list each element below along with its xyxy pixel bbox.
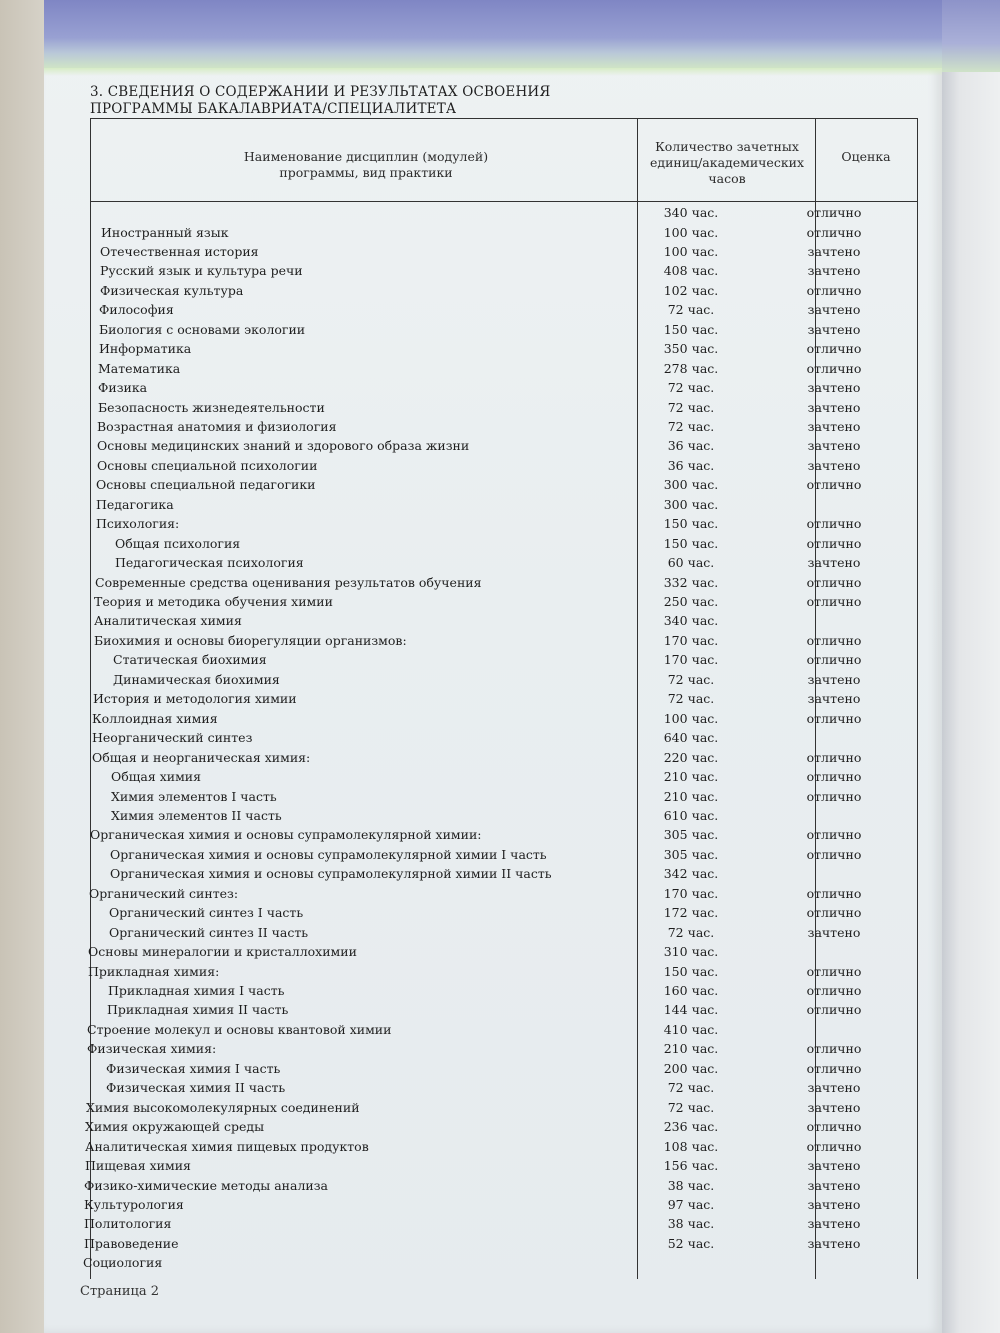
- table-row: [91, 633, 917, 652]
- grade-value: отлично: [806, 885, 862, 901]
- discipline-name: Органический синтез I часть: [109, 905, 304, 921]
- results-table: [83, 118, 918, 1279]
- grade-value: зачтено: [807, 321, 861, 337]
- table-row: [91, 730, 917, 749]
- hours-value: 300 час.: [663, 496, 719, 512]
- hours-value: 200 час.: [663, 1060, 719, 1076]
- hours-value: 150 час.: [663, 963, 719, 979]
- hours-value: 100 час.: [663, 243, 719, 259]
- discipline-name: Современные средства оценивания результатов обучения: [95, 574, 482, 590]
- grade-value: отлично: [806, 360, 862, 376]
- table-row: [85, 1138, 917, 1158]
- discipline-name: Статическая биохимия: [113, 652, 267, 668]
- discipline-name: Физическая химия II часть: [106, 1080, 286, 1096]
- grade-value: зачтено: [807, 438, 861, 454]
- hours-value: 340 час.: [663, 613, 719, 629]
- table-row: [91, 380, 917, 399]
- discipline-name: Органическая химия и основы супрамолекулярной химии I часть: [110, 846, 547, 862]
- table-row: [91, 341, 917, 360]
- discipline-name: Философия: [99, 302, 174, 318]
- discipline-name: Основы минералогии и кристаллохимии: [88, 944, 357, 960]
- discipline-name: Общая психология: [115, 535, 241, 551]
- discipline-name: Педагогическая психология: [115, 555, 304, 571]
- hours-value: 72 час.: [667, 671, 715, 687]
- grade-value: зачтено: [807, 380, 861, 395]
- discipline-name: Социология: [83, 1255, 163, 1271]
- discipline-name: Прикладная химия:: [88, 963, 220, 979]
- hours-value: 610 час.: [663, 807, 719, 823]
- grade-value: отлично: [806, 788, 862, 804]
- table-surface: [0, 0, 44, 1333]
- hours-value: 640 час.: [663, 730, 719, 746]
- hours-value: 150 час.: [663, 535, 719, 551]
- table-row: [84, 1216, 917, 1235]
- hours-value: 72 час.: [667, 1099, 715, 1115]
- grade-value: зачтено: [807, 1196, 861, 1212]
- discipline-name: Основы специальной педагогики: [96, 477, 316, 493]
- discipline-name: Органический синтез:: [89, 885, 239, 901]
- grade-value: зачтено: [807, 555, 861, 571]
- grade-value: зачтено: [807, 1080, 861, 1096]
- grade-value: зачтено: [807, 302, 861, 318]
- grade-value: отлично: [806, 983, 862, 998]
- table-row: [87, 1041, 917, 1060]
- table-row: [91, 750, 917, 769]
- discipline-name: Аналитическая химия: [94, 613, 242, 629]
- hours-value: 38 час.: [667, 1177, 715, 1193]
- grade-value: отлично: [806, 341, 862, 357]
- grade-value: зачтено: [807, 1099, 861, 1115]
- discipline-name: Химия высокомолекулярных соединений: [86, 1099, 360, 1115]
- discipline-name: Химия окружающей среды: [85, 1119, 265, 1135]
- hours-value: 340 час.: [663, 205, 719, 220]
- discipline-name: Биохимия и основы биорегуляции организмов:: [94, 632, 407, 648]
- grade-value: отлично: [806, 1041, 862, 1057]
- table-row: [91, 613, 917, 632]
- grade-value: зачтено: [807, 399, 861, 415]
- table-row: [91, 283, 917, 302]
- table-row: [91, 361, 917, 380]
- table-row: [91, 594, 917, 613]
- hours-value: 38 час.: [667, 1216, 715, 1232]
- hours-value: 150 час.: [663, 321, 719, 337]
- grade-value: отлично: [806, 516, 862, 532]
- table-row: [91, 789, 917, 808]
- table-row: [91, 925, 917, 944]
- discipline-name: Биология с основами экологии: [99, 321, 306, 337]
- hours-value: 310 час.: [663, 944, 719, 960]
- table-row: [91, 905, 917, 924]
- hours-value: 36 час.: [667, 457, 715, 473]
- discipline-name: Политология: [84, 1216, 172, 1232]
- hours-value: 72 час.: [667, 1080, 715, 1096]
- hours-value: 170 час.: [663, 652, 719, 668]
- hours-value: 250 час.: [663, 594, 719, 609]
- hours-value: 410 час.: [663, 1021, 719, 1037]
- table-row: [91, 711, 917, 730]
- discipline-name: Общая и неорганическая химия:: [92, 749, 311, 765]
- hours-value: 72 час.: [667, 302, 715, 318]
- hours-value: 278 час.: [663, 360, 719, 376]
- hours-value: 170 час.: [663, 885, 719, 901]
- decorative-header-band: [44, 0, 942, 68]
- table-row: [85, 1119, 917, 1138]
- table-row: [91, 886, 917, 905]
- grade-value: отлично: [806, 827, 862, 843]
- table-row: [91, 769, 917, 788]
- grade-value: отлично: [806, 1138, 862, 1154]
- discipline-name: Физика: [98, 380, 148, 395]
- hours-value: 332 час.: [663, 574, 719, 590]
- discipline-name: Основы медицинских знаний и здорового образа жизни: [97, 438, 470, 454]
- grade-value: зачтено: [807, 263, 861, 279]
- discipline-name: Теория и методика обучения химии: [94, 594, 333, 609]
- header-grade: Оценка: [841, 149, 891, 164]
- header-divider: [91, 201, 917, 202]
- hours-value: 170 час.: [663, 632, 719, 648]
- table-row: [91, 244, 917, 263]
- discipline-name: Органическая химия и основы супрамолекулярной химии:: [90, 827, 482, 843]
- hours-value: 305 час.: [663, 846, 719, 862]
- hours-value: 36 час.: [667, 438, 715, 454]
- grade-value: зачтено: [807, 1216, 861, 1232]
- discipline-name: Психология:: [96, 516, 180, 532]
- page-number: Страница 2: [80, 1284, 160, 1299]
- table-row: [88, 944, 917, 963]
- table-row: [91, 827, 917, 846]
- discipline-name: Информатика: [99, 341, 192, 357]
- hours-value: 72 час.: [667, 691, 715, 707]
- grade-value: отлично: [806, 963, 862, 979]
- hours-value: 150 час.: [663, 516, 719, 532]
- discipline-name: Неорганический синтез: [92, 730, 253, 746]
- table-row: [91, 400, 917, 419]
- hours-value: 100 час.: [663, 710, 719, 726]
- discipline-name: Химия элементов I часть: [111, 788, 277, 804]
- hours-value: 210 час.: [663, 788, 719, 804]
- grade-value: зачтено: [807, 691, 861, 707]
- table-row: [91, 672, 917, 691]
- table-row: [91, 1002, 917, 1021]
- grade-value: отлично: [806, 574, 862, 590]
- hours-value: 408 час.: [663, 263, 719, 279]
- facing-page: [941, 0, 1000, 1333]
- hours-value: 305 час.: [663, 827, 719, 843]
- table-row: [91, 1061, 917, 1080]
- discipline-name: Правоведение: [84, 1235, 179, 1251]
- table-row: [91, 652, 917, 671]
- hours-value: 108 час.: [663, 1138, 719, 1154]
- grade-value: отлично: [806, 652, 862, 668]
- hours-value: 52 час.: [667, 1235, 715, 1251]
- hours-value: 72 час.: [667, 418, 715, 434]
- hours-value: 60 час.: [667, 555, 715, 571]
- discipline-name: Физическая культура: [100, 282, 244, 298]
- hours-value: 210 час.: [663, 1041, 719, 1057]
- discipline-name: Культурология: [84, 1196, 184, 1212]
- table-row: [91, 225, 917, 244]
- grade-value: отлично: [806, 1119, 862, 1135]
- table-row: [91, 458, 917, 477]
- table-row: [91, 536, 917, 555]
- table-row: [85, 1158, 917, 1177]
- discipline-name: Физическая химия:: [87, 1041, 217, 1057]
- table-row: [91, 302, 917, 321]
- discipline-name: Пищевая химия: [85, 1158, 191, 1173]
- grade-value: отлично: [806, 1002, 862, 1018]
- table-row: [91, 847, 917, 866]
- table-row: [91, 983, 917, 1002]
- header-discipline: Наименование дисциплин (модулей) программы, вид практики: [243, 149, 489, 180]
- grade-value: зачтено: [807, 243, 861, 259]
- grade-value: зачтено: [807, 1177, 861, 1193]
- discipline-name: Динамическая биохимия: [113, 671, 280, 687]
- grade-value: отлично: [806, 282, 862, 298]
- hours-value: 172 час.: [663, 905, 719, 921]
- table-row: [91, 691, 917, 710]
- grade-value: зачтено: [807, 671, 861, 687]
- discipline-name: Основы специальной психологии: [97, 457, 318, 473]
- table-row: [91, 497, 917, 516]
- table-row: [91, 419, 917, 438]
- discipline-name: Аналитическая химия пищевых продуктов: [85, 1138, 369, 1154]
- hours-value: 144 час.: [663, 1002, 719, 1018]
- discipline-name: Органическая химия и основы супрамолекулярной химии II часть: [110, 866, 552, 882]
- table-row: [91, 808, 917, 827]
- discipline-name: Математика: [98, 360, 181, 376]
- table-row: [83, 1255, 917, 1274]
- hours-value: 342 час.: [663, 866, 719, 882]
- hours-value: 72 час.: [667, 380, 715, 395]
- table-row: [91, 516, 917, 535]
- discipline-name: Коллоидная химия: [92, 710, 218, 726]
- discipline-name: Отечественная история: [100, 243, 259, 259]
- table-row: [91, 263, 917, 282]
- grade-value: зачтено: [807, 418, 861, 434]
- hours-value: 97 час.: [667, 1196, 715, 1212]
- grade-value: отлично: [806, 1060, 862, 1076]
- discipline-name: Безопасность жизнедеятельности: [98, 399, 325, 415]
- discipline-name: Прикладная химия I часть: [108, 983, 285, 998]
- discipline-name: Физико-химические методы анализа: [84, 1177, 328, 1193]
- table-row: [84, 1196, 917, 1216]
- table-row: [84, 1235, 917, 1255]
- table-row: [84, 1177, 917, 1197]
- hours-value: 300 час.: [663, 477, 719, 493]
- hours-value: 210 час.: [663, 769, 719, 784]
- discipline-name: Строение молекул и основы квантовой химии: [87, 1021, 392, 1037]
- section-title: 3. СВЕДЕНИЯ О СОДЕРЖАНИИ И РЕЗУЛЬТАТАХ ОСВОЕНИЯ ПРОГРАММЫ БАКАЛАВРИАТА/СПЕЦИАЛИТЕТА: [90, 84, 551, 117]
- hours-value: 160 час.: [663, 983, 719, 998]
- hours-value: 220 час.: [663, 749, 719, 765]
- hours-value: 156 час.: [663, 1158, 719, 1173]
- hours-value: 72 час.: [667, 399, 715, 415]
- table-row: [86, 1099, 917, 1119]
- grade-value: отлично: [806, 632, 862, 648]
- table-row: [91, 1080, 917, 1099]
- grade-value: отлично: [806, 205, 862, 220]
- grade-value: отлично: [806, 769, 862, 784]
- discipline-name: Химия элементов II часть: [111, 807, 282, 823]
- discipline-name: Педагогика: [96, 496, 174, 512]
- grade-value: отлично: [806, 594, 862, 609]
- table-row: [91, 575, 917, 594]
- discipline-name: Возрастная анатомия и физиология: [97, 418, 337, 434]
- discipline-name: Иностранный язык: [101, 224, 229, 240]
- table-row: [91, 205, 917, 224]
- grade-value: зачтено: [807, 1235, 861, 1251]
- hours-value: 350 час.: [663, 341, 719, 357]
- document-page: [44, 0, 942, 1333]
- hours-value: 100 час.: [663, 224, 719, 240]
- grade-value: отлично: [806, 710, 862, 726]
- discipline-name: Прикладная химия II часть: [107, 1002, 289, 1018]
- grade-value: отлично: [806, 749, 862, 765]
- grade-value: отлично: [806, 846, 862, 862]
- table-row: [91, 477, 917, 496]
- table-row: [91, 866, 917, 885]
- discipline-name: Русский язык и культура речи: [100, 263, 303, 279]
- grade-value: отлично: [806, 905, 862, 921]
- table-row: [88, 963, 917, 983]
- grade-value: отлично: [806, 477, 862, 493]
- table-row: [91, 438, 917, 457]
- table-row: [91, 555, 917, 574]
- grade-value: зачтено: [807, 457, 861, 473]
- grade-value: отлично: [806, 224, 862, 240]
- discipline-name: История и методология химии: [93, 691, 297, 707]
- table-row: [87, 1021, 917, 1041]
- discipline-name: Общая химия: [111, 769, 202, 784]
- hours-value: 236 час.: [663, 1119, 719, 1135]
- grade-value: зачтено: [807, 924, 861, 940]
- grade-value: отлично: [806, 535, 862, 551]
- header-hours: Количество зачетных единиц/академических часов: [649, 139, 805, 186]
- discipline-name: Органический синтез II часть: [109, 924, 309, 940]
- table-row: [91, 322, 917, 341]
- hours-value: 102 час.: [663, 282, 719, 298]
- hours-value: 72 час.: [667, 924, 715, 940]
- grade-value: зачтено: [807, 1158, 861, 1173]
- discipline-name: Физическая химия I часть: [106, 1060, 281, 1076]
